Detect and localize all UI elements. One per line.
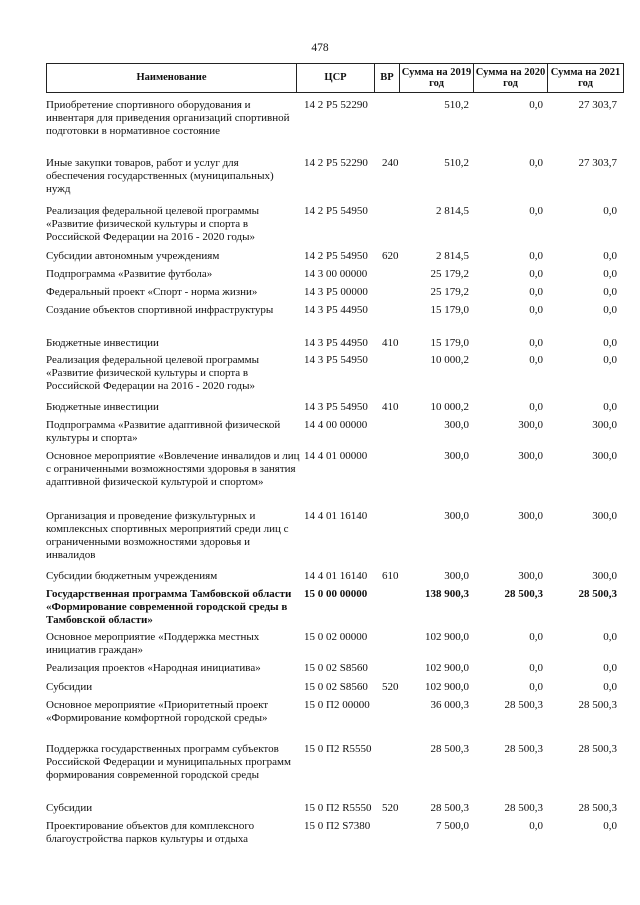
- row-sum-2021: 0,0: [603, 205, 617, 217]
- row-name: Подпрограмма «Развитие адаптивной физической культуры и спорта»: [46, 419, 281, 444]
- row-sum-2021: 27 303,7: [578, 157, 617, 169]
- row-sum-2021: 0,0: [603, 250, 617, 262]
- row-sum-2020: 300,0: [518, 450, 543, 462]
- row-sum-2019: 28 500,3: [430, 802, 469, 814]
- row-csr: 14 2 P5 54950: [304, 205, 368, 217]
- row-sum-2020: 300,0: [518, 510, 543, 522]
- row-sum-2019: 300,0: [444, 570, 469, 582]
- row-sum-2019: 2 814,5: [436, 205, 469, 217]
- row-vr: 410: [382, 337, 399, 349]
- row-name: Организация и проведение физкультурных и комплексных спортивных мероприятий среди лиц с ограниченными возможностями здоровья и инвалидов: [46, 510, 289, 561]
- row-name: Основное мероприятие «Приоритетный проект «Формирование комфортной городской среды»: [46, 699, 269, 724]
- row-name: Бюджетные инвестиции: [46, 337, 159, 349]
- row-sum-2020: 0,0: [529, 157, 543, 169]
- row-sum-2019: 15 179,0: [430, 304, 469, 316]
- row-sum-2021: 0,0: [603, 662, 617, 674]
- row-csr: 14 3 P5 44950: [304, 304, 368, 316]
- row-sum-2021: 300,0: [592, 450, 617, 462]
- row-csr: 14 4 01 00000: [304, 450, 368, 462]
- row-sum-2020: 300,0: [518, 419, 543, 431]
- row-sum-2020: 0,0: [529, 304, 543, 316]
- row-name: Субсидии автономным учреждениям: [46, 250, 220, 262]
- row-sum-2021: 28 500,3: [578, 743, 617, 755]
- row-csr: 14 3 P5 54950: [304, 354, 368, 366]
- row-name: Проектирование объектов для комплексного благоустройства парков культуры и отдыха: [46, 820, 255, 845]
- row-vr: 410: [382, 401, 399, 413]
- row-csr: 15 0 П2 R5550: [304, 743, 372, 755]
- row-sum-2020: 0,0: [529, 205, 543, 217]
- row-sum-2020: 0,0: [529, 337, 543, 349]
- row-vr: 520: [382, 681, 399, 693]
- row-csr: 15 0 П2 S7380: [304, 820, 371, 832]
- row-sum-2021: 27 303,7: [578, 99, 617, 111]
- row-sum-2021: 0,0: [603, 354, 617, 366]
- row-sum-2020: 0,0: [529, 99, 543, 111]
- row-sum-2021: 0,0: [603, 337, 617, 349]
- row-name: Федеральный проект «Спорт - норма жизни»: [46, 286, 258, 298]
- row-csr: 14 3 00 00000: [304, 268, 368, 280]
- row-sum-2020: 0,0: [529, 631, 543, 643]
- row-sum-2021: 0,0: [603, 286, 617, 298]
- row-sum-2019: 510,2: [444, 99, 469, 111]
- row-sum-2021: 0,0: [603, 820, 617, 832]
- row-sum-2019: 28 500,3: [430, 743, 469, 755]
- row-name: Реализация проектов «Народная инициатива»: [46, 662, 261, 674]
- row-csr: 15 0 02 S8560: [304, 681, 368, 693]
- row-sum-2021: 300,0: [592, 419, 617, 431]
- row-vr: 520: [382, 802, 399, 814]
- row-vr: 610: [382, 570, 399, 582]
- header-csr: ЦСР: [297, 64, 375, 92]
- row-sum-2019: 102 900,0: [425, 662, 469, 674]
- header-sum-2019: Сумма на 2019 год: [400, 64, 474, 92]
- row-sum-2019: 300,0: [444, 419, 469, 431]
- row-csr: 14 2 P5 52290: [304, 99, 368, 111]
- row-name: Иные закупки товаров, работ и услуг для обеспечения государственных (муниципальных) нужд: [46, 157, 274, 195]
- row-name: Основное мероприятие «Вовлечение инвалидов и лиц с ограниченными возможностями здоровья в занятия адаптивной физической культурой и спортом»: [46, 450, 300, 488]
- row-sum-2019: 36 000,3: [430, 699, 469, 711]
- row-sum-2019: 15 179,0: [430, 337, 469, 349]
- row-sum-2020: 28 500,3: [504, 743, 543, 755]
- row-name: Государственная программа Тамбовской области «Формирование современной городской среды в Тамбовской области»: [46, 588, 292, 626]
- header-name: Наименование: [47, 64, 297, 92]
- page-number: 478: [311, 42, 329, 54]
- table-header: [46, 63, 624, 93]
- row-sum-2019: 102 900,0: [425, 631, 469, 643]
- row-sum-2020: 28 500,3: [504, 802, 543, 814]
- row-name: Основное мероприятие «Поддержка местных инициатив граждан»: [46, 631, 260, 656]
- header-sum-2021: Сумма на 2021 год: [550, 66, 621, 89]
- row-sum-2019: 138 900,3: [425, 588, 469, 600]
- row-sum-2021: 28 500,3: [578, 802, 617, 814]
- row-sum-2019: 2 814,5: [436, 250, 469, 262]
- row-sum-2020: 0,0: [529, 662, 543, 674]
- row-name: Субсидии: [46, 681, 93, 693]
- row-sum-2019: 7 500,0: [436, 820, 469, 832]
- row-sum-2021: 0,0: [603, 681, 617, 693]
- header-vr: ВР: [375, 64, 400, 92]
- row-sum-2021: 0,0: [603, 304, 617, 316]
- row-sum-2020: 0,0: [529, 354, 543, 366]
- row-name: Субсидии бюджетным учреждениям: [46, 570, 218, 582]
- row-name: Приобретение спортивного оборудования и инвентаря для приведения организаций спортивной подготовки в нормативное состояние: [46, 99, 290, 137]
- row-csr: 14 3 P5 44950: [304, 337, 368, 349]
- header-sum-2020: Сумма на 2020 год: [474, 64, 548, 92]
- row-name: Реализация федеральной целевой программы «Развитие физической культуры и спорта в Российской Федерации на 2016 - 2020 годы»: [46, 354, 259, 392]
- row-name: Подпрограмма «Развитие футбола»: [46, 268, 213, 280]
- row-sum-2019: 10 000,2: [430, 401, 469, 413]
- row-sum-2019: 300,0: [444, 510, 469, 522]
- row-sum-2020: 300,0: [518, 570, 543, 582]
- row-name: Реализация федеральной целевой программы «Развитие физической культуры и спорта в Российской Федерации на 2016 - 2020 годы»: [46, 205, 259, 243]
- row-sum-2020: 0,0: [529, 820, 543, 832]
- row-csr: 14 4 01 16140: [304, 510, 368, 522]
- row-vr: 620: [382, 250, 399, 262]
- row-csr: 15 0 П2 00000: [304, 699, 370, 711]
- row-csr: 15 0 П2 R5550: [304, 802, 372, 814]
- row-name: Субсидии: [46, 802, 93, 814]
- row-name: Поддержка государственных программ субъектов Российской Федерации и муниципальных программ формирования современной городской среды: [46, 743, 291, 781]
- row-csr: 14 2 P5 52290: [304, 157, 368, 169]
- row-name: Создание объектов спортивной инфраструктуры: [46, 304, 274, 316]
- row-sum-2021: 0,0: [603, 268, 617, 280]
- row-sum-2021: 300,0: [592, 570, 617, 582]
- row-csr: 14 4 00 00000: [304, 419, 368, 431]
- row-sum-2020: 0,0: [529, 250, 543, 262]
- row-sum-2019: 102 900,0: [425, 681, 469, 693]
- row-sum-2021: 0,0: [603, 631, 617, 643]
- row-sum-2021: 300,0: [592, 510, 617, 522]
- row-sum-2020: 0,0: [529, 681, 543, 693]
- row-sum-2020: 28 500,3: [504, 588, 543, 600]
- row-sum-2020: 0,0: [529, 268, 543, 280]
- row-sum-2021: 28 500,3: [578, 699, 617, 711]
- row-name: Бюджетные инвестиции: [46, 401, 159, 413]
- row-sum-2019: 300,0: [444, 450, 469, 462]
- row-sum-2019: 10 000,2: [430, 354, 469, 366]
- row-sum-2019: 25 179,2: [430, 286, 469, 298]
- row-csr: 14 2 P5 54950: [304, 250, 368, 262]
- row-csr: 15 0 02 S8560: [304, 662, 368, 674]
- row-sum-2019: 510,2: [444, 157, 469, 169]
- row-sum-2021: 28 500,3: [578, 588, 617, 600]
- row-sum-2019: 25 179,2: [430, 268, 469, 280]
- row-csr: 14 3 P5 00000: [304, 286, 368, 298]
- row-sum-2021: 0,0: [603, 401, 617, 413]
- row-csr: 14 3 P5 54950: [304, 401, 368, 413]
- row-csr: 15 0 00 00000: [304, 588, 368, 600]
- row-sum-2020: 28 500,3: [504, 699, 543, 711]
- row-csr: 14 4 01 16140: [304, 570, 368, 582]
- row-vr: 240: [382, 157, 399, 169]
- row-sum-2020: 0,0: [529, 401, 543, 413]
- row-sum-2020: 0,0: [529, 286, 543, 298]
- row-csr: 15 0 02 00000: [304, 631, 368, 643]
